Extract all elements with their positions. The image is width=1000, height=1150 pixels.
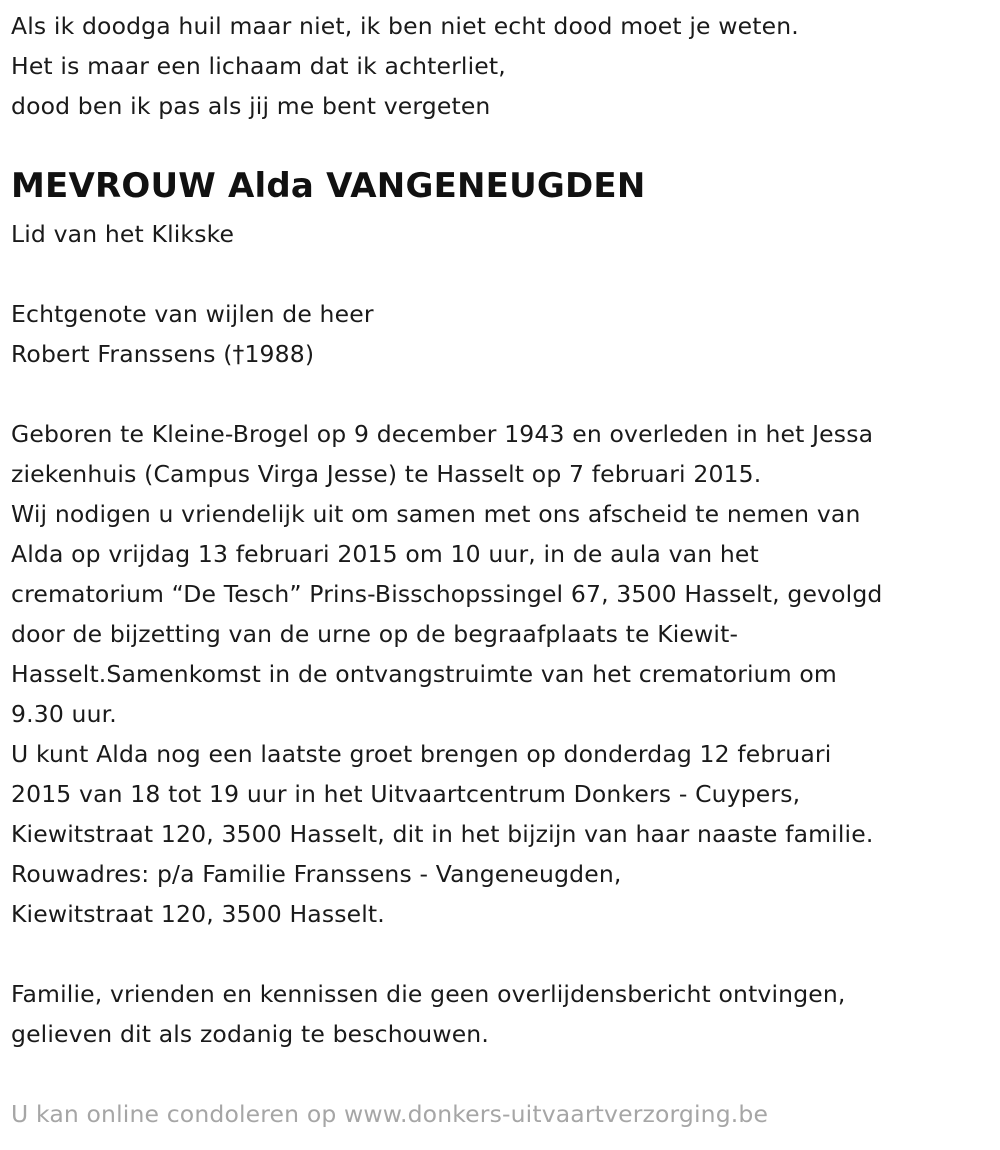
announcement-line: Hasselt.Samenkomst in de ontvangstruimte van het crematorium om — [11, 660, 837, 688]
condolence-link[interactable]: U kan online condoleren op www.donkers-uitvaartverzorging.be — [11, 1100, 769, 1128]
announcement-line: door de bijzetting van de urne op de begraafplaats te Kiewit- — [11, 620, 739, 648]
announcement-line: Geboren te Kleine-Brogel op 9 december 1943 en overleden in het Jessa — [11, 420, 874, 448]
membership-line: Lid van het Klikske — [11, 220, 235, 248]
announcement-line: ziekenhuis (Campus Virga Jesse) te Hasselt op 7 februari 2015. — [11, 460, 762, 488]
poem-line: Het is maar een lichaam dat ik achterliet, — [11, 52, 506, 80]
announcement-line: 9.30 uur. — [11, 700, 117, 728]
announcement-line: U kunt Alda nog een laatste groet brengen op donderdag 12 februari — [11, 740, 832, 768]
announcement-line: crematorium “De Tesch” Prins-Bisschopssingel 67, 3500 Hasselt, gevolgd — [11, 580, 883, 608]
spouse-line: Robert Franssens (†1988) — [11, 340, 315, 368]
poem-line: dood ben ik pas als jij me bent vergeten — [11, 92, 491, 120]
announcement-line: Wij nodigen u vriendelijk uit om samen met ons afscheid te nemen van — [11, 500, 861, 528]
announcement-line: Kiewitstraat 120, 3500 Hasselt, dit in het bijzijn van haar naaste familie. — [11, 820, 874, 848]
announcement-line: Alda op vrijdag 13 februari 2015 om 10 uur, in de aula van het — [11, 540, 759, 568]
announcement-line: 2015 van 18 tot 19 uur in het Uitvaartcentrum Donkers - Cuypers, — [11, 780, 801, 808]
announcement-line: Kiewitstraat 120, 3500 Hasselt. — [11, 900, 385, 928]
notice-line: Familie, vrienden en kennissen die geen overlijdensbericht ontvingen, — [11, 980, 846, 1008]
poem-line: Als ik doodga huil maar niet, ik ben niet echt dood moet je weten. — [11, 12, 799, 40]
spouse-line: Echtgenote van wijlen de heer — [11, 300, 374, 328]
deceased-name: MEVROUW Alda VANGENEUGDEN — [11, 166, 646, 206]
announcement-line: Rouwadres: p/a Familie Franssens - Vangeneugden, — [11, 860, 622, 888]
notice-line: gelieven dit als zodanig te beschouwen. — [11, 1020, 489, 1048]
